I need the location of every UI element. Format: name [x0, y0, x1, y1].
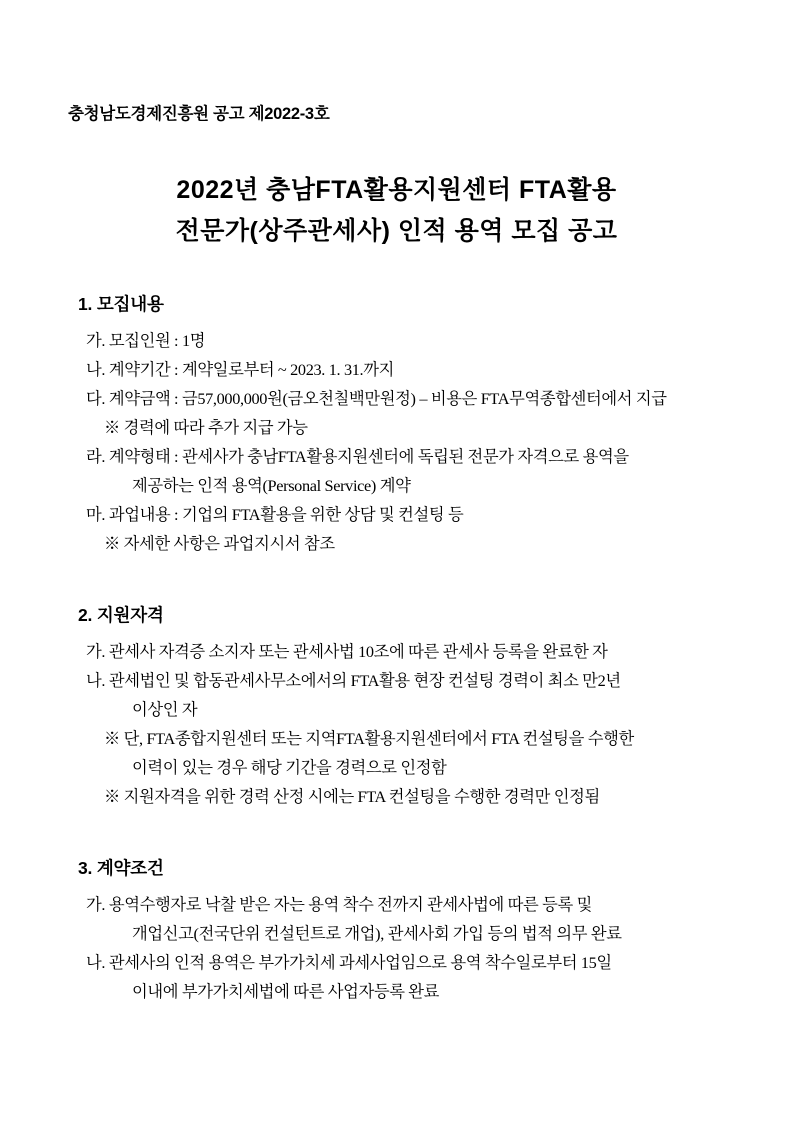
document-title [68, 170, 725, 251]
list-item-continuation: 이내에 부가가치세법에 따른 사업자등록 완료 [132, 982, 440, 1002]
notice-number: 충청남도경제진흥원 공고 제2022-3호 [68, 105, 330, 123]
list-item: 나. 관세사의 인적 용역은 부가가치세 과세사업임으로 용역 착수일로부터 15일 [86, 953, 612, 973]
section-heading: 1. 모집내용 [78, 294, 164, 314]
document-title-line-1: 2022년 충남FTA활용지원센터 FTA활용 [176, 176, 617, 204]
section-heading: 2. 지원자격 [78, 605, 164, 626]
section-spacer [68, 817, 725, 835]
list-item-continuation: 제공하는 인적 용역(Personal Service) 계약 [132, 476, 411, 496]
list-item-note: ※ 지원자격을 위한 경력 산정 시에는 FTA 컨설팅을 수행한 경력만 인정됨 [104, 787, 600, 807]
list-item-note: ※ 경력에 따라 추가 지급 가능 [104, 418, 308, 438]
section-recruitment-details [68, 291, 725, 558]
list-item-note: ※ 자세한 사항은 과업지시서 참조 [104, 534, 335, 554]
list-item-continuation: 이력이 있는 경우 해당 기간을 경력으로 인정함 [132, 758, 447, 778]
list-item: 마. 과업내용 : 기업의 FTA활용을 위한 상담 및 컨설팅 등 [86, 505, 464, 525]
list-item: 라. 계약형태 : 관세사가 충남FTA활용지원센터에 독립된 전문가 자격으로 용역을 [86, 447, 629, 467]
list-item: 가. 관세사 자격증 소지자 또는 관세사법 10조에 따른 관세사 등록을 완료한 자 [86, 642, 608, 662]
list-item: 나. 계약기간 : 계약일로부터 ~ 2023. 1. 31.까지 [86, 360, 395, 380]
section-spacer [68, 564, 725, 582]
document-title-line-2: 전문가(상주관세사) 인적 용역 모집 공고 [175, 216, 618, 245]
section-heading: 3. 계약조건 [78, 858, 164, 879]
list-item-note: ※ 단, FTA종합지원센터 또는 지역FTA활용지원센터에서 FTA 컨설팅을 수행한 [104, 729, 634, 749]
list-item: 나. 관세법인 및 합동관세사무소에서의 FTA활용 현장 컨설팅 경력이 최소 만2년 [86, 671, 621, 691]
section-eligibility [68, 602, 725, 811]
list-item-continuation: 개업신고(전국단위 컨설턴트로 개업), 관세사회 가입 등의 법적 의무 완료 [132, 924, 622, 944]
list-item: 다. 계약금액 : 금57,000,000원(금오천칠백만원정) – 비용은 FTA무역종합센터에서 지급 [86, 389, 667, 409]
list-item: 가. 용역수행자로 낙찰 받은 자는 용역 착수 전까지 관세사법에 따른 등록 및 [86, 895, 592, 915]
list-item: 가. 모집인원 : 1명 [86, 331, 206, 350]
list-item-continuation: 이상인 자 [132, 700, 198, 720]
section-contract-conditions [68, 855, 725, 1006]
